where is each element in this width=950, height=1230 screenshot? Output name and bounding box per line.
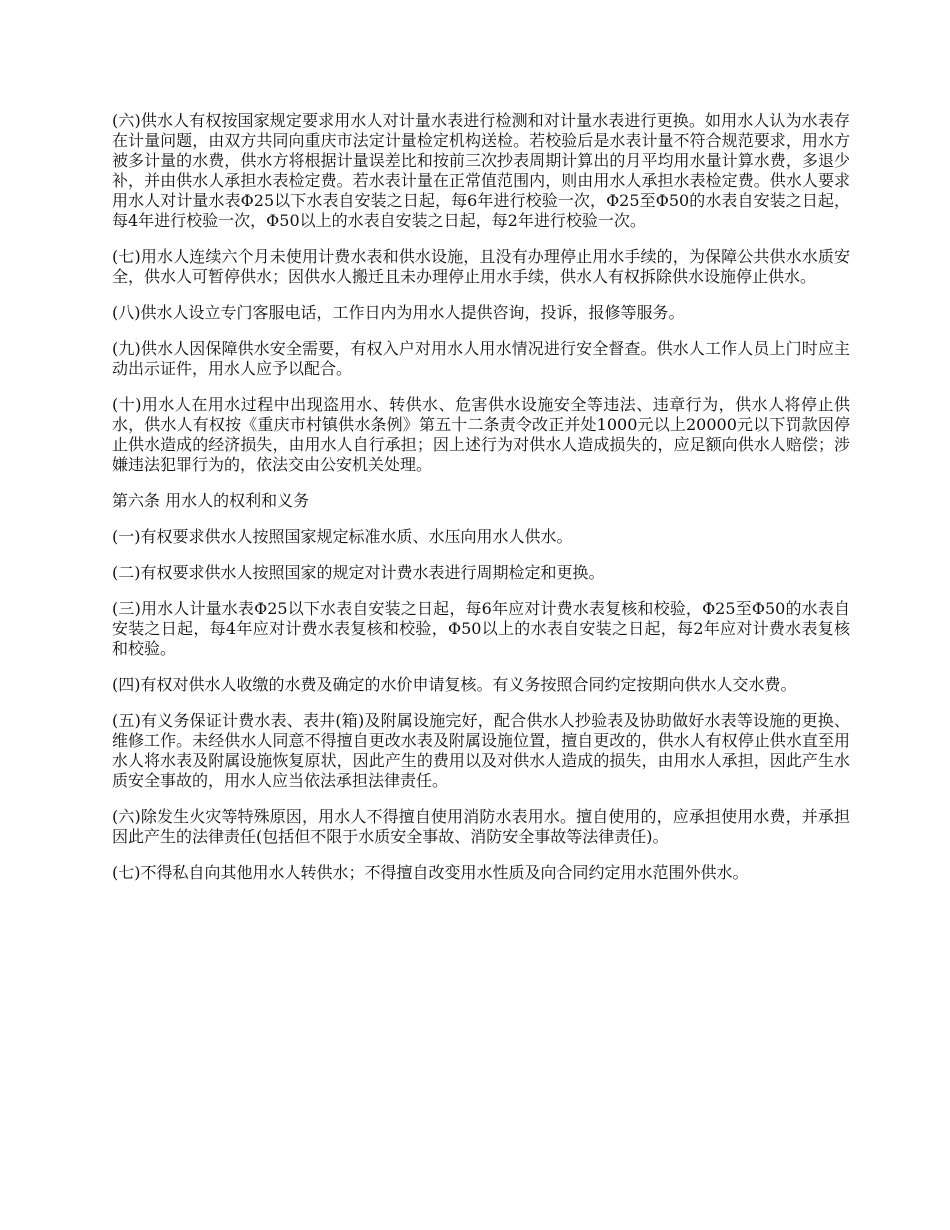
clause-paragraph: (九)供水人因保障供水安全需要，有权入户对用水人用水情况进行安全督查。供水人工作人员上门时应主动出示证件，用水人应予以配合。: [112, 339, 850, 378]
clause-paragraph: (六)供水人有权按国家规定要求用水人对计量水表进行检测和对计量水表进行更换。如用水人认为水表存在计量问题，由双方共同向重庆市法定计量检定机构送检。若校验后是水表计量不符合规范要求，用水方被多计量的水费，供水方将根据计量误差比和按前三次抄表周期计算出的月平均用水量计算水费，多退少补，并由供水人承担水表检定费。若水表计量在正常值范围内，则由用水人承担水表检定费。供水人要求用水人对计量水表Φ25以下水表自安装之日起，每6年进行校验一次，Φ25至Φ50的水表自安装之日起，每4年进行校验一次，Φ50以上的水表自安装之日起，每2年进行校验一次。: [112, 111, 850, 230]
clause-paragraph: (十)用水人在用水过程中出现盗用水、转供水、危害供水设施安全等违法、违章行为，供水人将停止供水，供水人有权按《重庆市村镇供水条例》第五十二条责令改正并处1000元以上20000元以下罚款因停止供水造成的经济损失，由用水人自行承担；因上述行为对供水人造成损失的，应足额向供水人赔偿；涉嫌违法犯罪行为的，依法交由公安机关处理。: [112, 395, 850, 474]
clause-paragraph: (七)不得私自向其他用水人转供水；不得擅自改变用水性质及向合同约定用水范围外供水。: [112, 863, 749, 882]
clause-paragraph: (八)供水人设立专门客服电话，工作日内为用水人提供咨询，投诉，报修等服务。: [112, 303, 685, 322]
clause-paragraph: (一)有权要求供水人按照国家规定标准水质、水压向用水人供水。: [112, 527, 573, 546]
clause-paragraph: (六)除发生火灾等特殊原因，用水人不得擅自使用消防水表用水。擅自使用的，应承担使用水费，并承担因此产生的法律责任(包括但不限于水质安全事故、消防安全事故等法律责任)。: [112, 807, 850, 846]
clause-paragraph: (七)用水人连续六个月未使用计费水表和供水设施，且没有办理停止用水手续的，为保障公共供水水质安全，供水人可暂停供水；因供水人搬迁且未办理停止用水手续，供水人有权拆除供水设施停止供水。: [112, 247, 850, 286]
section-heading: 第六条 用水人的权利和义务: [112, 491, 310, 510]
clause-paragraph: (二)有权要求供水人按照国家的规定对计费水表进行周期检定和更换。: [112, 563, 605, 582]
document-page: [112, 111, 850, 899]
clause-paragraph: (三)用水人计量水表Φ25以下水表自安装之日起，每6年应对计费水表复核和校验，Φ25至Φ50的水表自安装之日起，每4年应对计费水表复核和校验，Φ50以上的水表自安装之日起，每2年应对计费水表复核和校验。: [112, 599, 850, 658]
clause-paragraph: (五)有义务保证计费水表、表井(箱)及附属设施完好，配合供水人抄验表及协助做好水表等设施的更换、维修工作。未经供水人同意不得擅自更改水表及附属设施位置，擅自更改的，供水人有权停止供水直至用水人将水表及附属设施恢复原状，因此产生的费用以及对供水人造成的损失，由用水人承担，因此产生水质安全事故的，用水人应当依法承担法律责任。: [112, 711, 850, 790]
clause-paragraph: (四)有权对供水人收缴的水费及确定的水价申请复核。有义务按照合同约定按期向供水人交水费。: [112, 675, 797, 694]
